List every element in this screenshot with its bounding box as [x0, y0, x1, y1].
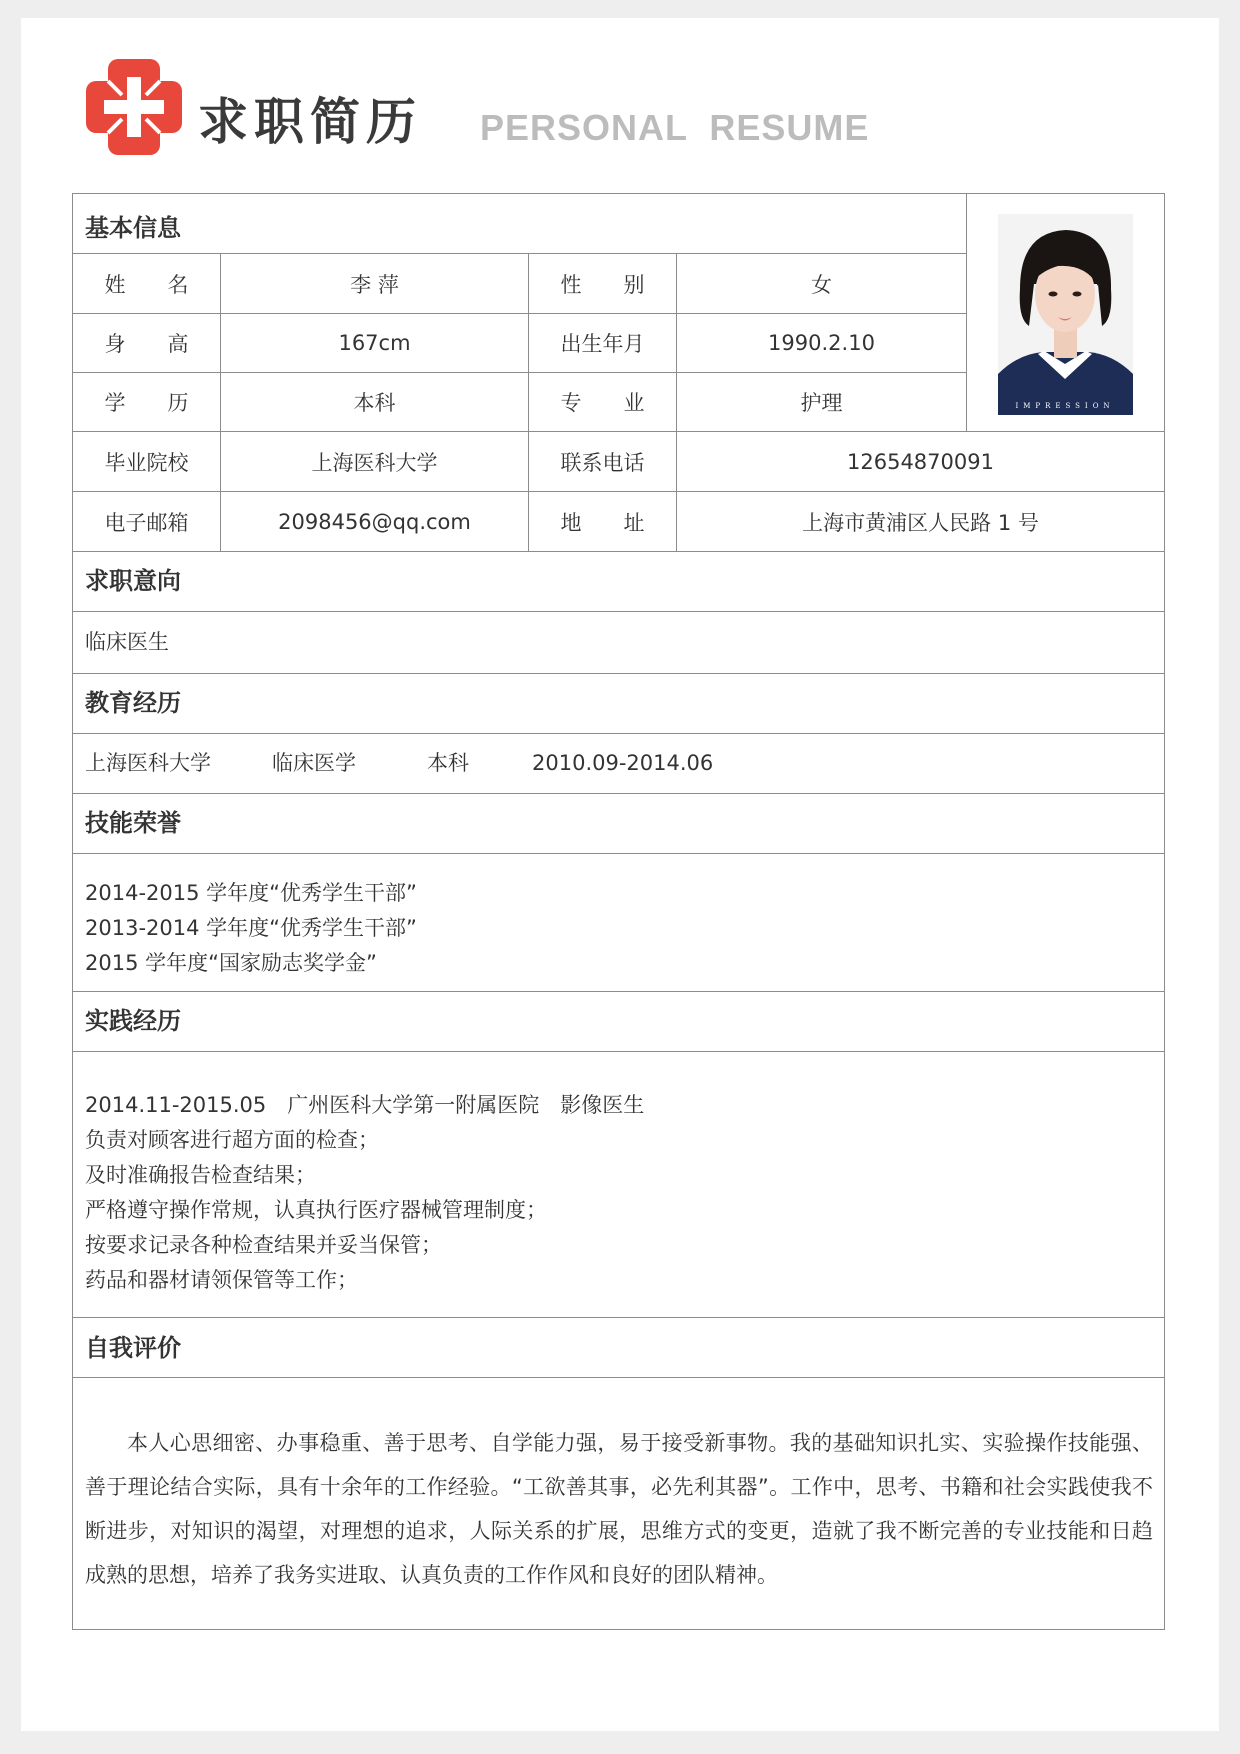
address-label: 地 址	[560, 510, 645, 535]
address-value: 上海市黄浦区人民路 1 号	[802, 510, 1039, 535]
name-value: 李 萍	[350, 272, 399, 297]
school-value: 上海医科大学	[311, 450, 438, 475]
height-value: 167cm	[338, 331, 411, 355]
profile-photo	[998, 214, 1133, 415]
section-title-job-intention: 求职意向	[85, 567, 181, 595]
gender-value: 女	[811, 272, 832, 297]
practice-line: 药品和器材请领保管等工作；	[85, 1268, 358, 1292]
section-title-skills: 技能荣誉	[85, 809, 181, 837]
practice-line: 按要求记录各种检查结果并妥当保管；	[85, 1233, 442, 1257]
skill-item: 2013-2014 学年度“优秀学生干部”	[85, 916, 417, 940]
phone-label: 联系电话	[560, 450, 645, 475]
school-label: 毕业院校	[104, 450, 189, 475]
email-label: 电子邮箱	[104, 510, 189, 535]
height-label: 身 高	[104, 332, 189, 356]
page-title: 求职简历	[198, 93, 422, 151]
page-subtitle: PERSONAL RESUME	[480, 107, 870, 148]
education-degree: 本科	[427, 751, 469, 775]
practice-line: 严格遵守操作常规，认真执行医疗器械管理制度；	[85, 1198, 547, 1222]
name-label: 姓 名	[104, 272, 189, 297]
job-intention-value: 临床医生	[85, 630, 169, 654]
education-value: 本科	[353, 391, 396, 415]
practice-line: 负责对顾客进行超方面的检查；	[85, 1128, 379, 1152]
education-major: 临床医学	[272, 751, 356, 775]
practice-line: 2014.11-2015.05 广州医科大学第一附属医院 影像医生	[85, 1093, 645, 1117]
phone-value: 12654870091	[847, 449, 994, 474]
skill-item: 2014-2015 学年度“优秀学生干部”	[85, 881, 417, 905]
photo-caption: IMPRESSION	[1015, 402, 1115, 410]
major-label: 专 业	[560, 391, 645, 415]
gender-label: 性 别	[560, 272, 645, 297]
education-period: 2010.09-2014.06	[532, 751, 714, 775]
practice-line: 及时准确报告检查结果；	[85, 1163, 316, 1187]
section-title-self-evaluation: 自我评价	[85, 1334, 181, 1362]
major-value: 护理	[800, 391, 843, 415]
birth-value: 1990.2.10	[768, 331, 875, 355]
email-value: 2098456@qq.com	[278, 509, 471, 534]
medical-cross-icon	[82, 55, 186, 159]
section-title-basic-info: 基本信息	[85, 214, 181, 242]
education-label: 学 历	[104, 391, 189, 415]
education-school: 上海医科大学	[85, 751, 211, 775]
skill-item: 2015 学年度“国家励志奖学金”	[85, 951, 377, 975]
section-title-education: 教育经历	[85, 689, 181, 717]
section-title-practice: 实践经历	[85, 1007, 181, 1035]
self-evaluation-text: 本人心思细密、办事稳重、善于思考、自学能力强，易于接受新事物。我的基础知识扎实、实验操作技能强、善于理论结合实际，具有十余年的工作经验。“工欲善其事，必先利其器”。工作中，思考、书籍和社会实践使我不断进步，对知识的渴望，对理想的追求，人际关系的扩展，思维方式的变更，造就了我不断完善的专业技能和日趋成熟的思想，培养了我务实进取、认真负责的工作作风和良好的团队精神。	[85, 1431, 1153, 1587]
birth-label: 出生年月	[560, 332, 645, 356]
